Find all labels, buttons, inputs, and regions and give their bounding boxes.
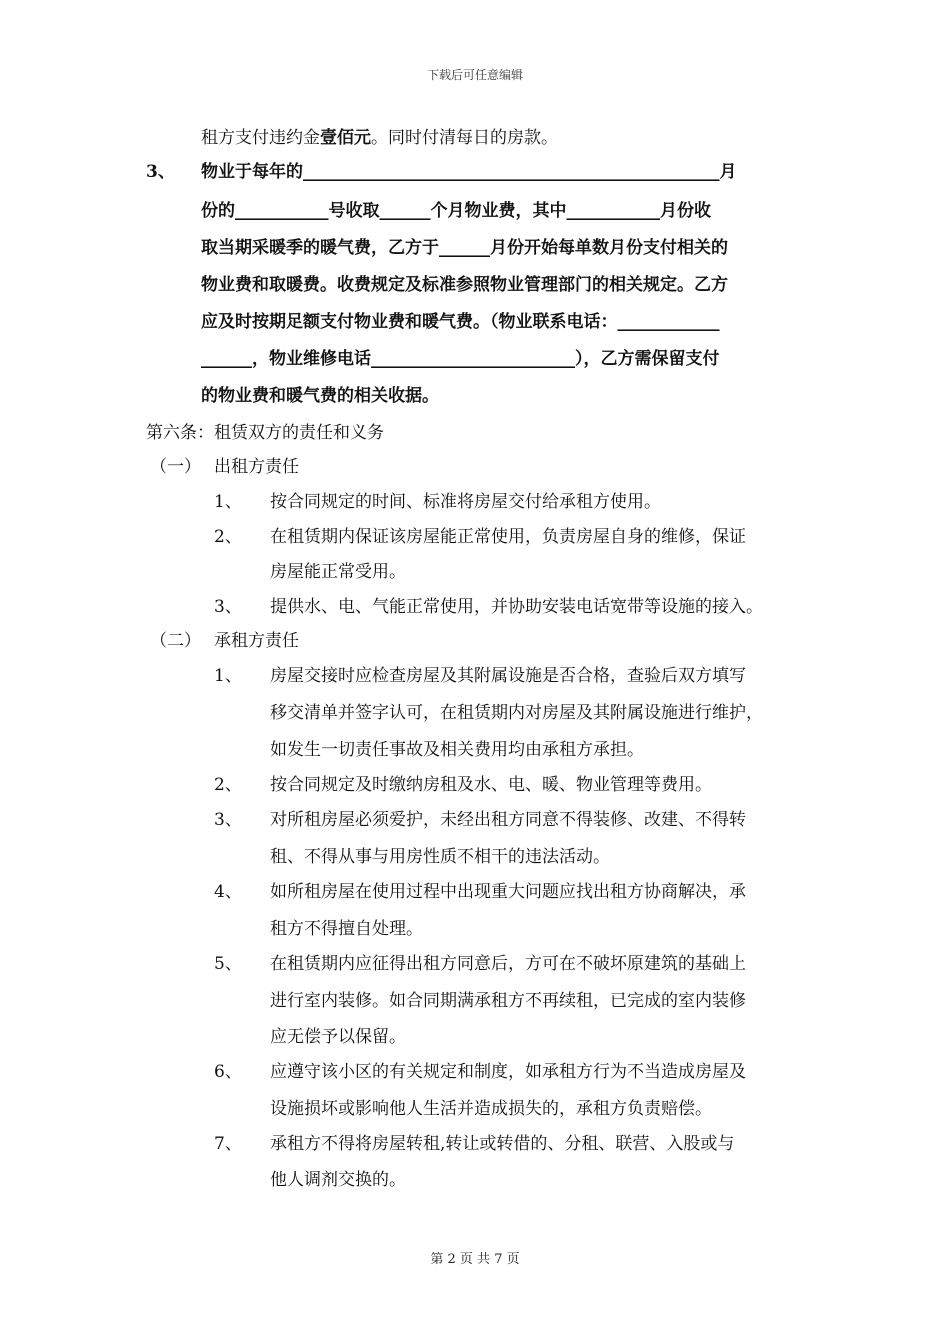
list-item-line: 承租方不得将房屋转租,转让或转借的、分租、联营、入股或与	[270, 1134, 735, 1154]
list-item-number: 2、	[214, 775, 242, 795]
list-item-line: 对所租房屋必须爱护，未经出租方同意不得装修、改建、不得转	[270, 810, 746, 830]
list-item-line: 在租赁期内应征得出租方同意后，方可在不破坏原建筑的基础上	[270, 954, 746, 974]
list-item-number: 1、	[214, 666, 242, 686]
list-item-line: 按合同规定及时缴纳房租及水、电、暖、物业管理等费用。	[270, 775, 712, 795]
list-item-line: 应遵守该小区的有关规定和制度，如承租方行为不当造成房屋及	[270, 1062, 746, 1082]
list-item-line: 如所租房屋在使用过程中出现重大问题应找出租方协商解决，承	[270, 882, 746, 902]
list-item-line: 租方不得擅自处理。	[270, 919, 423, 939]
clause-3-line: 物业于每年的_________________________________________________月	[201, 162, 737, 182]
penalty-amount: 壹佰元	[320, 128, 371, 148]
clause-3-line: 份的___________号收取______个月物业费，其中___________月份收	[201, 201, 711, 221]
section-1-label: （一）	[150, 457, 201, 477]
page-footer: 第 2 页 共 7 页	[430, 1252, 520, 1267]
list-item-line: 房屋交接时应检查房屋及其附属设施是否合格，查验后双方填写	[270, 666, 746, 686]
continuation-prefix: 租方支付违约金	[201, 128, 320, 148]
clause-3-line: 应及时按期足额支付物业费和暖气费。（物业联系电话：____________	[201, 312, 720, 332]
list-item-line: 进行室内装修。如合同期满承租方不再续租，已完成的室内装修	[270, 991, 746, 1011]
clause-3-line: 的物业费和暖气费的相关收据。	[201, 386, 439, 406]
list-item-line: 如发生一切责任事故及相关费用均由承租方承担。	[270, 740, 644, 760]
list-item-line: 他人调剂交换的。	[270, 1170, 406, 1190]
list-item-number: 3、	[214, 597, 242, 617]
section-2-label: （二）	[150, 631, 201, 651]
list-item-number: 5、	[214, 954, 242, 974]
clause-3-number: 3、	[146, 162, 175, 182]
continuation-line	[201, 126, 558, 150]
list-item-line: 在租赁期内保证该房屋能正常使用，负责房屋自身的维修，保证	[270, 527, 746, 547]
list-item-number: 2、	[214, 527, 242, 547]
list-item-line: 设施损坏或影响他人生活并造成损失的，承租方负责赔偿。	[270, 1099, 712, 1119]
list-item-line: 租、不得从事与用房性质不相干的违法活动。	[270, 847, 610, 867]
list-item-line: 提供水、电、气能正常使用，并协助安装电话宽带等设施的接入。	[270, 597, 763, 617]
section-1-title: 出租方责任	[214, 457, 299, 477]
article-6-title: 第六条：租赁双方的责任和义务	[146, 423, 384, 443]
list-item-line: 按合同规定的时间、标准将房屋交付给承租方使用。	[270, 492, 661, 512]
list-item-line: 房屋能正常受用。	[270, 562, 406, 582]
section-2-title: 承租方责任	[214, 631, 299, 651]
clause-3-line: ______，物业维修电话________________________），乙方需保留支付	[201, 349, 720, 369]
list-item-line: 移交清单并签字认可，在租赁期内对房屋及其附属设施进行维护，	[270, 703, 763, 723]
list-item-number: 3、	[214, 810, 242, 830]
page-header: 下载后可任意编辑	[426, 68, 523, 82]
list-item-line: 应无偿予以保留。	[270, 1027, 406, 1047]
list-item-number: 7、	[214, 1134, 242, 1154]
clause-3-line: 物业费和取暖费。收费规定及标准参照物业管理部门的相关规定。乙方	[201, 275, 728, 295]
clause-3-line: 取当期采暖季的暖气费，乙方于______月份开始每单数月份支付相关的	[201, 238, 728, 258]
list-item-number: 1、	[214, 492, 242, 512]
list-item-number: 6、	[214, 1062, 242, 1082]
list-item-number: 4、	[214, 882, 242, 902]
continuation-suffix: 。同时付清每日的房款。	[371, 128, 558, 148]
